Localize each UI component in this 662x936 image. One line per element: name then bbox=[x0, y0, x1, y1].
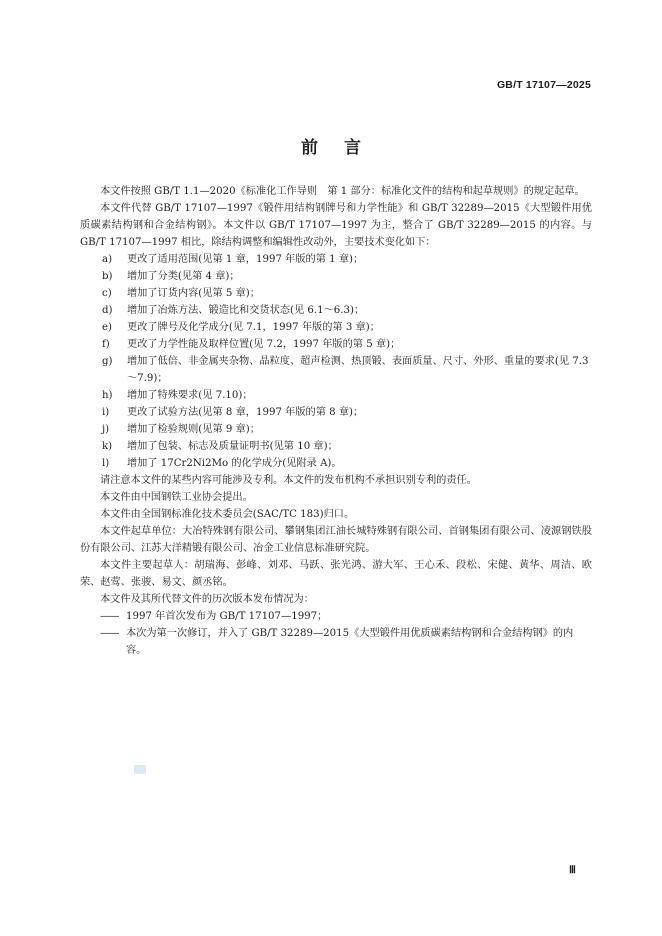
changes-list bbox=[80, 251, 592, 472]
patent-notice: 请注意本文件的某些内容可能涉及专利。本文件的发布机构不承担识别专利的责任。 bbox=[100, 475, 477, 486]
list-item bbox=[80, 268, 592, 285]
list-item bbox=[80, 319, 592, 336]
watermark-mark bbox=[134, 765, 146, 774]
paragraph: 本文件按照 GB/T 1.1—2020《标准化工作导则 第 1 部分：标准化文件的结构和起草规则》的规定起草。 bbox=[100, 186, 585, 197]
list-marker: f) bbox=[102, 339, 110, 350]
dash-marker: —— bbox=[100, 611, 119, 622]
list-item-text: 更改了力学性能及取样位置(见 7.2，1997 年版的第 5 章)； bbox=[127, 339, 401, 350]
list-item bbox=[80, 625, 592, 659]
list-item-text: 更改了适用范围(见第 1 章，1997 年版的第 1 章)； bbox=[127, 254, 364, 265]
list-item-text: 1997 年首次发布为 GB/T 17107—1997； bbox=[126, 611, 328, 622]
paragraph: 本文件代替 GB/T 17107—1997《锻件用结构钢牌号和力学性能》和 GB/T 32289—2015《大型锻件用优质碳素结构钢和合金结构钢》。本文件以 GB/T 17107—1997 为主，整合了 GB/T 32289—2015 的内容。与 GB/T 17107—1997 相比，除结构调整和编辑性改动外，主要技术变化如下： bbox=[80, 203, 592, 248]
list-item bbox=[80, 302, 592, 319]
list-marker: d) bbox=[102, 305, 113, 316]
list-item-text: 更改了试验方法(见第 8 章，1997 年版的第 8 章)； bbox=[127, 407, 364, 418]
list-marker: e) bbox=[102, 322, 113, 333]
list-item-text: 增加了冶炼方法、锻造比和交货状态(见 6.1～6.3)； bbox=[127, 305, 365, 316]
list-marker: l) bbox=[102, 458, 110, 469]
history-intro: 本文件及其所代替文件的历次版本发布情况为： bbox=[100, 594, 314, 605]
committee-paragraph: 本文件由全国钢标准化技术委员会(SAC/TC 183)归口。 bbox=[100, 509, 355, 520]
list-item-text: 增加了分类(见第 4 章)； bbox=[127, 271, 240, 282]
list-marker: a) bbox=[102, 254, 113, 265]
list-marker: j) bbox=[102, 424, 110, 435]
list-item-text: 更改了牌号及化学成分(见 7.1，1997 年版的第 3 章)； bbox=[127, 322, 380, 333]
list-marker: c) bbox=[102, 288, 112, 299]
proposer-paragraph: 本文件由中国钢铁工业协会提出。 bbox=[100, 492, 253, 503]
list-marker: b) bbox=[102, 271, 113, 282]
drafting-units-paragraph: 本文件起草单位：大冶特殊钢有限公司、攀钢集团江油长城特殊钢有限公司、首钢集团有限公司、凌源钢铁股份有限公司、江苏大洋精锻有限公司、冶金工业信息标准研究院。 bbox=[80, 526, 592, 554]
list-item bbox=[80, 608, 592, 625]
standard-code: GB/T 17107—2025 bbox=[496, 79, 591, 91]
page-number: Ⅲ bbox=[569, 865, 576, 876]
list-item bbox=[80, 285, 592, 302]
list-item-text: 增加了 17Cr2Ni2Mo 的化学成分(见附录 A)。 bbox=[127, 458, 342, 469]
dash-marker: —— bbox=[100, 628, 119, 639]
foreword-body bbox=[80, 183, 592, 659]
list-item bbox=[80, 455, 592, 472]
list-item bbox=[80, 404, 592, 421]
list-marker: i) bbox=[102, 407, 110, 418]
history-list bbox=[80, 608, 592, 659]
drafters-paragraph: 本文件主要起草人：胡瑞海、彭峰、刘邓、马跃、张光鸿、游大军、王心禾、段松、宋健、黄华、周洁、欧荣、赵莺、张骏、易文、颜丞铭。 bbox=[80, 560, 592, 588]
list-item bbox=[80, 251, 592, 268]
list-item bbox=[80, 336, 592, 353]
page-title: 前言 bbox=[301, 138, 387, 158]
list-item bbox=[80, 387, 592, 404]
list-item bbox=[80, 438, 592, 455]
list-item-text: 增加了检验规则(见第 9 章)； bbox=[127, 424, 260, 435]
list-item-text: 增加了低倍、非金属夹杂物、晶粒度、超声检测、热顶锻、表面质量、尺寸、外形、重量的要求(见 7.3～7.9)； bbox=[127, 356, 589, 384]
list-item-text: 增加了订货内容(见第 5 章)； bbox=[127, 288, 260, 299]
list-marker: k) bbox=[102, 441, 113, 452]
list-item bbox=[80, 353, 592, 387]
list-item-text: 增加了包装、标志及质量证明书(见第 10 章)； bbox=[127, 441, 338, 452]
list-item-text: 增加了特殊要求(见 7.10)； bbox=[127, 390, 253, 401]
list-marker: h) bbox=[102, 390, 113, 401]
list-item-text: 本次为第一次修订，并入了 GB/T 32289—2015《大型锻件用优质碳素结构钢和合金结构钢》的内容。 bbox=[126, 628, 574, 656]
list-item bbox=[80, 421, 592, 438]
list-marker: g) bbox=[102, 356, 113, 367]
